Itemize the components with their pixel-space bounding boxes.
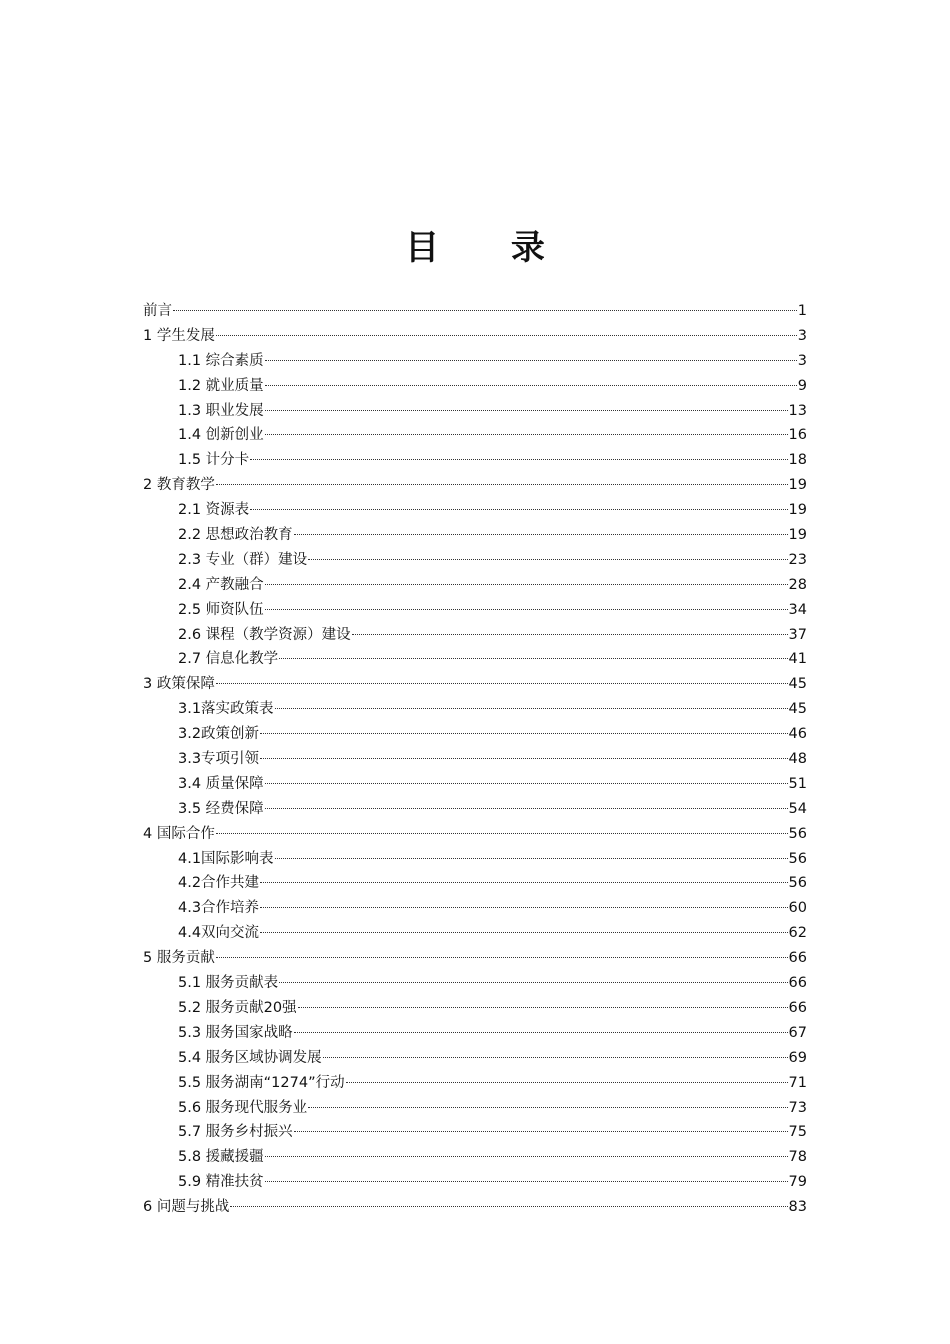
toc-entry[interactable] [143, 523, 807, 548]
toc-entry-label: 5.1 服务贡献表 [178, 975, 279, 992]
toc-entry-label: 2.1 资源表 [178, 502, 250, 519]
toc-entry[interactable] [143, 1021, 807, 1046]
toc-entry-label: 5.6 服务现代服务业 [178, 1099, 308, 1116]
toc-entry-page-number: 66 [788, 975, 807, 992]
toc-entry[interactable] [143, 623, 807, 648]
toc-entry[interactable] [143, 722, 807, 747]
toc-entry[interactable] [143, 772, 807, 797]
toc-entry-page-number: 60 [788, 900, 807, 917]
toc-entry-page-number: 83 [788, 1199, 807, 1216]
toc-entry[interactable] [143, 399, 807, 424]
toc-entry[interactable] [143, 1096, 807, 1121]
toc-entry-page-number: 3 [797, 352, 807, 369]
toc-dot-leader [265, 609, 788, 610]
toc-entry-label: 2.3 专业（群）建设 [178, 551, 308, 568]
toc-dot-leader [260, 733, 787, 734]
toc-entry[interactable] [143, 1170, 807, 1195]
toc-entry[interactable] [143, 946, 807, 971]
toc-dot-leader [265, 434, 788, 435]
toc-entry[interactable] [143, 747, 807, 772]
toc-entry[interactable] [143, 498, 807, 523]
toc-entry[interactable] [143, 871, 807, 896]
toc-entry-label: 1.5 计分卡 [178, 452, 250, 469]
toc-entry[interactable] [143, 822, 807, 847]
toc-entry-label: 5.7 服务乡村振兴 [178, 1124, 293, 1141]
toc-entry-label: 1.4 创新创业 [178, 427, 264, 444]
toc-dot-leader [308, 559, 787, 560]
toc-entry[interactable] [143, 349, 807, 374]
toc-entry-label: 6 问题与挑战 [143, 1199, 230, 1216]
toc-entry-label: 3.3专项引领 [178, 751, 260, 768]
toc-dot-leader [216, 335, 797, 336]
toc-dot-leader [260, 932, 787, 933]
toc-entry[interactable] [143, 1145, 807, 1170]
toc-entry-page-number: 23 [788, 551, 807, 568]
toc-entry-page-number: 71 [788, 1074, 807, 1091]
toc-entry-label: 3.4 质量保障 [178, 775, 264, 792]
toc-entry-label: 3.5 经费保障 [178, 800, 264, 817]
toc-entry-label: 5.2 服务贡献20强 [178, 999, 297, 1016]
toc-entry-page-number: 19 [788, 502, 807, 519]
toc-entry[interactable] [143, 324, 807, 349]
toc-entry[interactable] [143, 598, 807, 623]
toc-entry[interactable] [143, 697, 807, 722]
toc-entry[interactable] [143, 423, 807, 448]
toc-dot-leader [216, 484, 788, 485]
toc-entry-label: 2.6 课程（教学资源）建设 [178, 626, 351, 643]
toc-entry-page-number: 37 [788, 626, 807, 643]
toc-dot-leader [265, 1156, 788, 1157]
toc-entry-label: 2 教育教学 [143, 477, 215, 494]
toc-entry[interactable] [143, 1046, 807, 1071]
toc-entry-label: 3.2政策创新 [178, 726, 260, 743]
toc-entry-page-number: 56 [788, 875, 807, 892]
toc-entry[interactable] [143, 374, 807, 399]
toc-entry-page-number: 79 [788, 1174, 807, 1191]
toc-entry-page-number: 67 [788, 1024, 807, 1041]
toc-entry[interactable] [143, 1071, 807, 1096]
toc-dot-leader [216, 683, 788, 684]
toc-entry-label: 2.7 信息化教学 [178, 651, 279, 668]
toc-entry-label: 5 服务贡献 [143, 950, 215, 967]
toc-entry-label: 4.1国际影响表 [178, 850, 274, 867]
toc-entry-label: 4.3合作培养 [178, 900, 260, 917]
toc-entry[interactable] [143, 473, 807, 498]
toc-entry[interactable] [143, 847, 807, 872]
toc-dot-leader [275, 708, 788, 709]
toc-entry-label: 1 学生发展 [143, 327, 215, 344]
toc-entry-page-number: 54 [788, 800, 807, 817]
toc-dot-leader [265, 410, 788, 411]
toc-dot-leader [230, 1206, 787, 1207]
toc-dot-leader [265, 808, 788, 809]
toc-dot-leader [294, 534, 788, 535]
toc-dot-leader [275, 858, 788, 859]
toc-entry[interactable] [143, 896, 807, 921]
toc-entry-page-number: 16 [788, 427, 807, 444]
toc-entry-label: 5.9 精准扶贫 [178, 1174, 264, 1191]
toc-dot-leader [323, 1057, 788, 1058]
toc-entry-page-number: 28 [788, 576, 807, 593]
toc-entry-label: 5.8 援藏援疆 [178, 1149, 264, 1166]
toc-dot-leader [265, 1181, 788, 1182]
toc-dot-leader [294, 1032, 788, 1033]
toc-entry-page-number: 18 [788, 452, 807, 469]
toc-entry-page-number: 73 [788, 1099, 807, 1116]
toc-entry-label: 2.4 产教融合 [178, 576, 264, 593]
toc-dot-leader [260, 758, 787, 759]
toc-entry-page-number: 51 [788, 775, 807, 792]
toc-entry-page-number: 3 [797, 327, 807, 344]
toc-dot-leader [216, 957, 788, 958]
toc-dot-leader [260, 907, 787, 908]
toc-entry[interactable] [143, 672, 807, 697]
toc-entry-page-number: 1 [797, 303, 807, 319]
toc-entry-label: 5.4 服务区域协调发展 [178, 1049, 322, 1066]
toc-entry-label: 4.2合作共建 [178, 875, 260, 892]
toc-dot-leader [279, 982, 787, 983]
toc-entry-page-number: 46 [788, 726, 807, 743]
toc-entry-page-number: 41 [788, 651, 807, 668]
toc-entry-label: 3 政策保障 [143, 676, 215, 693]
toc-dot-leader [250, 509, 787, 510]
toc-entry-page-number: 48 [788, 751, 807, 768]
toc-entry-page-number: 19 [788, 477, 807, 494]
toc-entry[interactable] [143, 448, 807, 473]
toc-entry[interactable] [143, 573, 807, 598]
toc-entry-page-number: 56 [788, 825, 807, 842]
toc-dot-leader [352, 634, 788, 635]
toc-entry-page-number: 66 [788, 950, 807, 967]
toc-entry[interactable] [143, 1120, 807, 1145]
toc-entry-page-number: 45 [788, 701, 807, 718]
toc-dot-leader [260, 882, 787, 883]
toc-entry-page-number: 9 [797, 377, 807, 394]
toc-entry-page-number: 56 [788, 850, 807, 867]
toc-dot-leader [298, 1007, 788, 1008]
toc-entry[interactable] [143, 996, 807, 1021]
toc-entry-page-number: 19 [788, 527, 807, 544]
toc-dot-leader [346, 1082, 788, 1083]
toc-dot-leader [216, 833, 788, 834]
toc-entry-label: 5.3 服务国家战略 [178, 1024, 293, 1041]
toc-entry-page-number: 66 [788, 999, 807, 1016]
toc-entry[interactable] [143, 921, 807, 946]
toc-dot-leader [294, 1131, 788, 1132]
toc-entry-page-number: 75 [788, 1124, 807, 1141]
toc-entry[interactable] [143, 299, 807, 324]
toc-entry-label: 4.4双向交流 [178, 925, 260, 942]
toc-entry-page-number: 69 [788, 1049, 807, 1066]
toc-dot-leader [173, 310, 797, 311]
toc-entry[interactable] [143, 647, 807, 672]
toc-dot-leader [265, 360, 797, 361]
toc-entry-page-number: 34 [788, 601, 807, 618]
toc-entry-label: 1.2 就业质量 [178, 377, 264, 394]
toc-entry-label: 前言 [143, 303, 172, 319]
toc-dot-leader [308, 1107, 787, 1108]
toc-entry[interactable] [143, 1195, 807, 1220]
toc-dot-leader [265, 584, 788, 585]
toc-entry-label: 1.3 职业发展 [178, 402, 264, 419]
toc-title: 目 录 [405, 227, 575, 268]
toc-entry-label: 2.5 师资队伍 [178, 601, 264, 618]
toc-entry-label: 2.2 思想政治教育 [178, 527, 293, 544]
toc-entry-label: 4 国际合作 [143, 825, 215, 842]
toc-dot-leader [250, 459, 787, 460]
toc-entry-label: 5.5 服务湖南“1274”行动 [178, 1074, 345, 1091]
toc-entry-page-number: 45 [788, 676, 807, 693]
toc-dot-leader [265, 385, 797, 386]
toc-entry-label: 3.1落实政策表 [178, 701, 274, 718]
toc-dot-leader [265, 783, 788, 784]
toc-entry-page-number: 62 [788, 925, 807, 942]
toc-entry-label: 1.1 综合素质 [178, 352, 264, 369]
toc-entry[interactable] [143, 548, 807, 573]
toc-entry-page-number: 78 [788, 1149, 807, 1166]
toc-list [143, 299, 807, 1220]
toc-dot-leader [279, 658, 787, 659]
toc-entry-page-number: 13 [788, 402, 807, 419]
toc-entry[interactable] [143, 971, 807, 996]
toc-entry[interactable] [143, 797, 807, 822]
